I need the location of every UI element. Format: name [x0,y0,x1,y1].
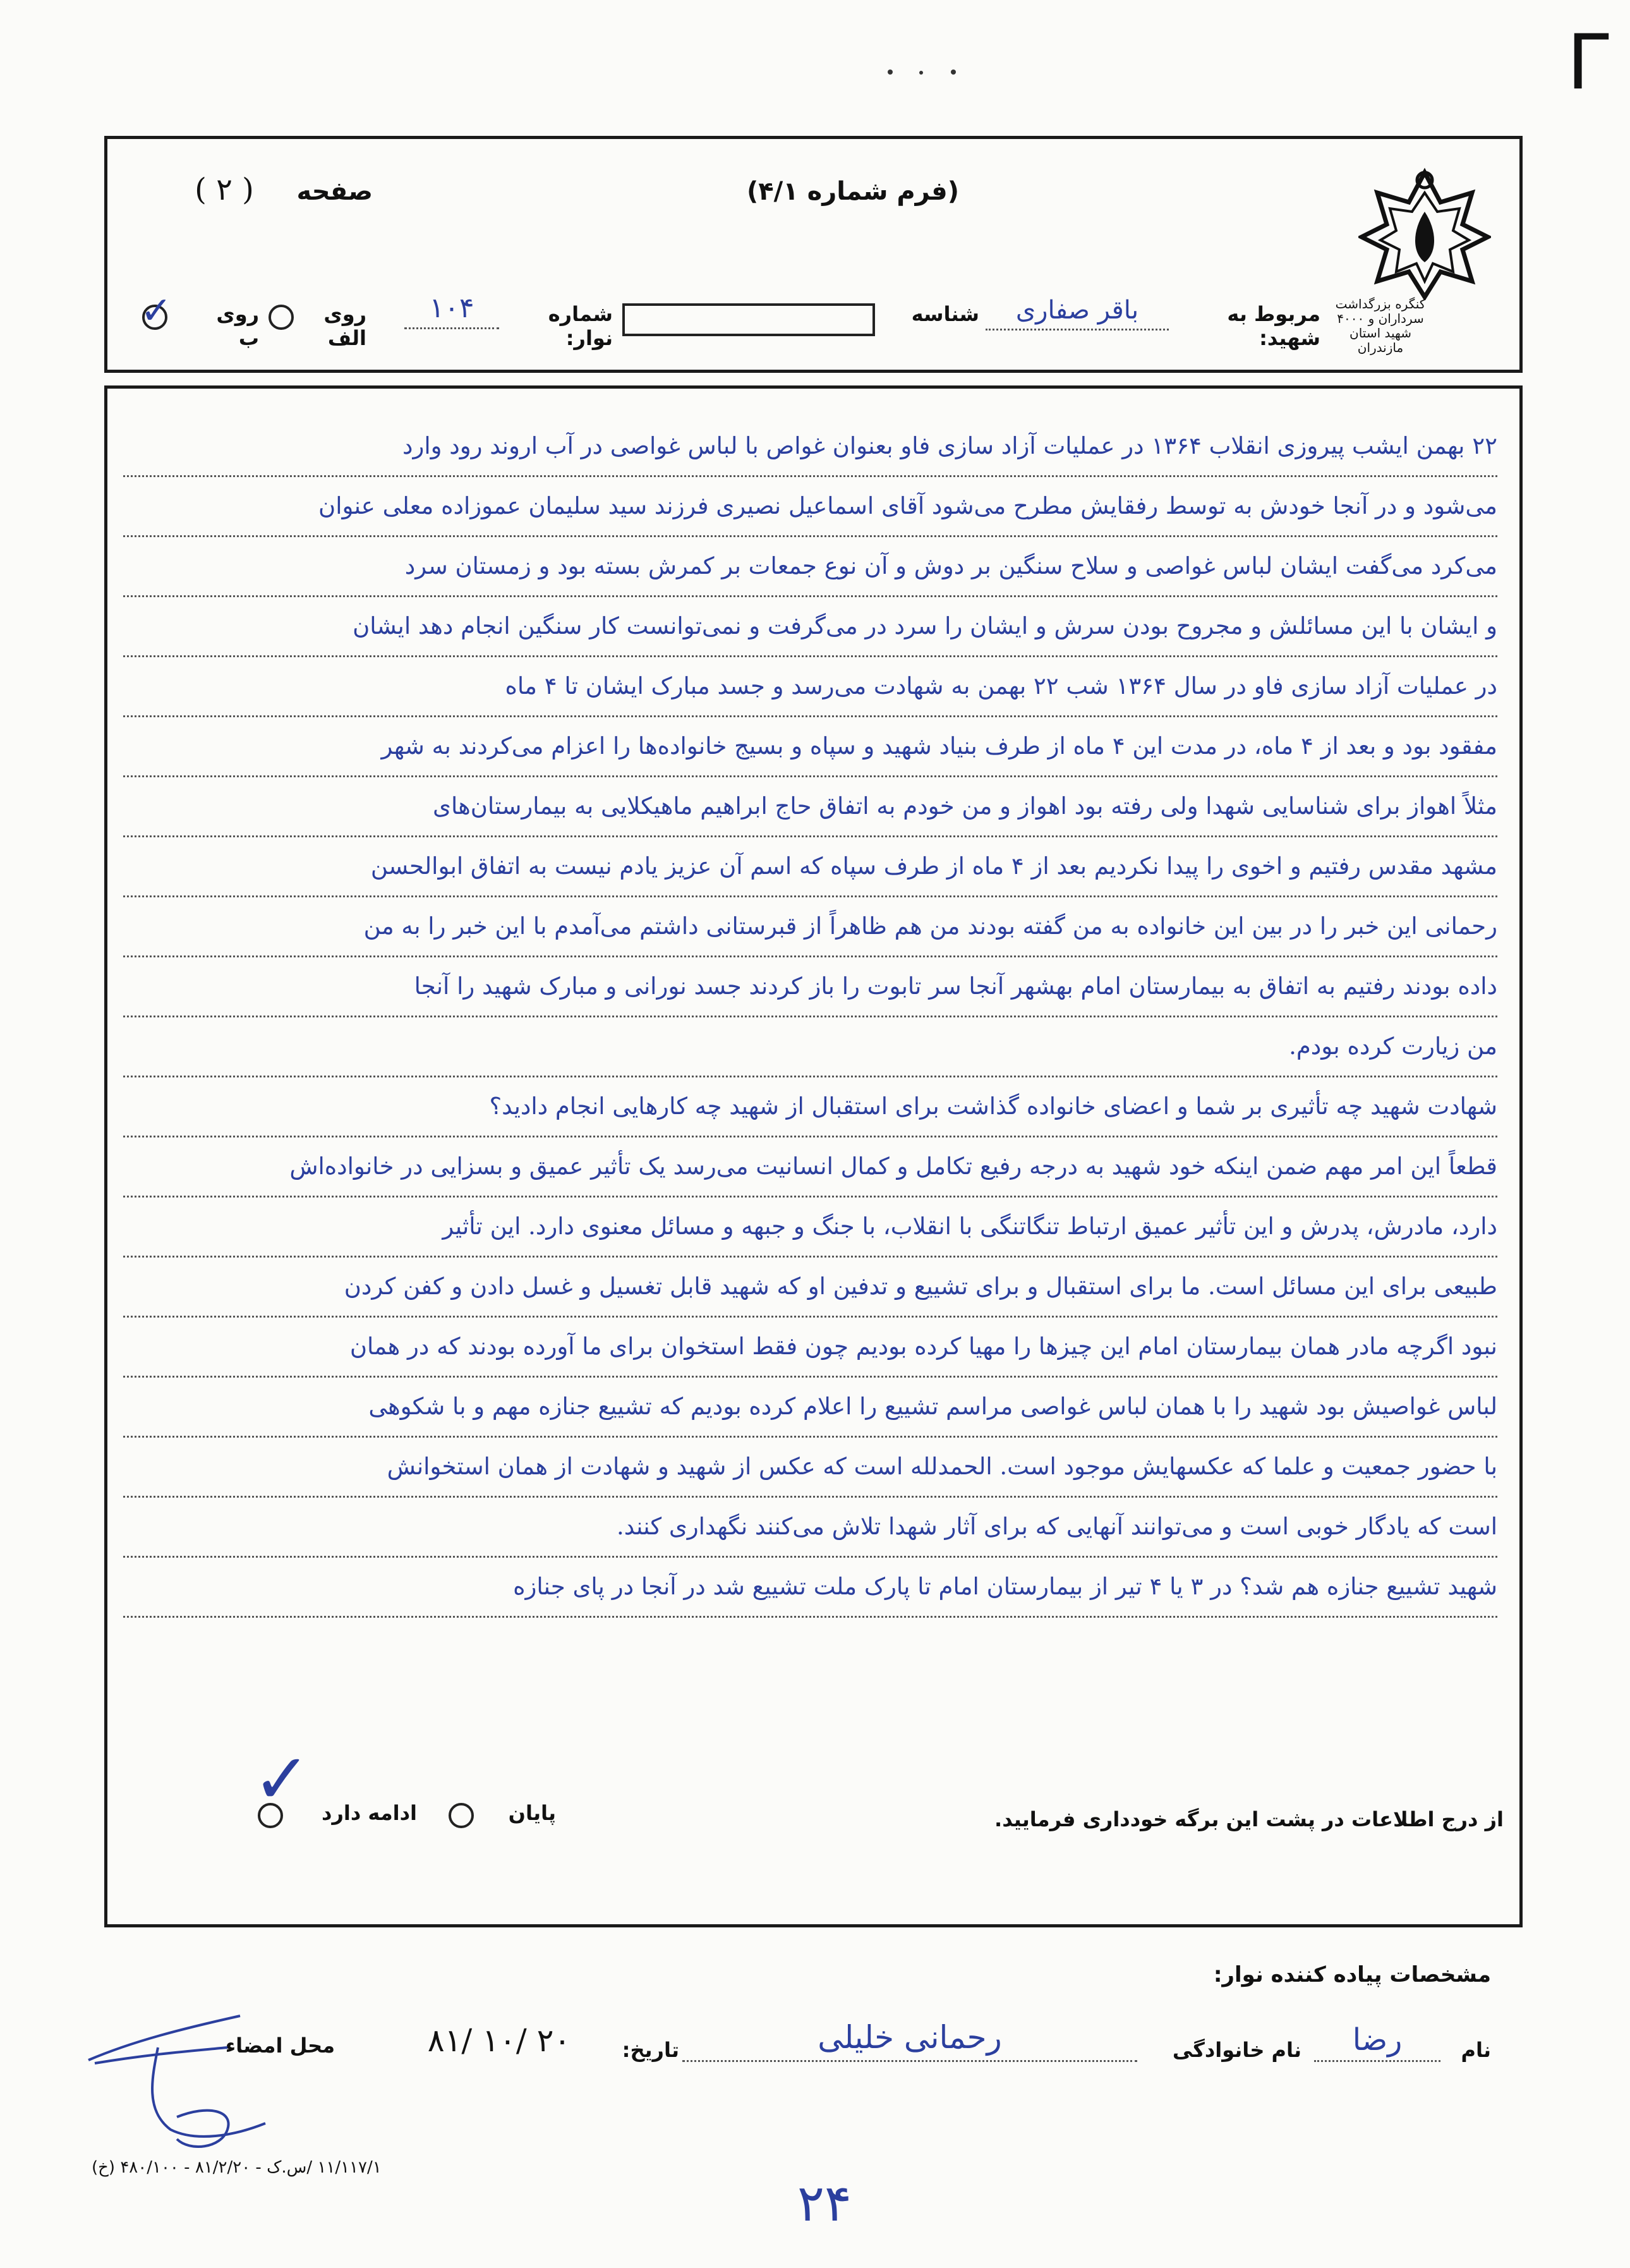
narrative-line: مشهد مقدس رفتیم و اخوی را پیدا نکردیم بعد از ۴ ماه از طرف سپاه که اسم آن عزیز یادم نیست به اتفاق ابوالحسن [123,837,1497,897]
end-radio[interactable] [449,1803,474,1828]
punch-dot [951,70,956,75]
narrative-line: در عملیات آزاد سازی فاو در سال ۱۳۶۴ شب ۲۲ بهمن به شهادت می‌رسد و جسد مبارک ایشان تا ۴ ماه [123,657,1497,717]
narrative-line: می‌کرد می‌گفت ایشان لباس غواصی و سلاح سنگین بر دوش و آن نوع جمعات بر کمرش بسته بود و زمستان سرد [123,537,1497,597]
checkmark-icon: ✓ [140,289,172,333]
side-b-label: روی ب [216,302,259,350]
end-label: پایان [508,1801,556,1825]
narrative-line: داده بودند رفتیم به اتفاق به بیمارستان امام بهشهر آنجا سر تابوت را باز کردند جسد نورانی و مبارک شهید را آنجا [123,957,1497,1017]
answer-line: لباس غواصیش بود شهید را با همان لباس غواصی مراسم تشییع را اعلام کرده بودیم که تشییع جنازه مهم و با شکوهی [123,1378,1497,1438]
form-code: ۱۱/۱۱۷/۱ /س.ک - ۸۱/۲/۲۰ - ۴۸۰/۱۰۰ (خ) [92,2158,382,2177]
signature-label: محل امضاء [225,2034,335,2058]
implementer-title: مشخصات پیاده کننده نوار: [1213,1962,1491,1987]
checkmark-icon: ✓ [253,1738,311,1819]
tape-label: شماره نوار: [548,302,613,350]
name-field[interactable]: رضا [1314,2022,1440,2062]
family-label: نام خانوادگی [1172,2038,1301,2062]
corner-mark: ᒥ [1567,19,1609,107]
id-label: شناسه [911,302,979,326]
continues-label: ادامه دارد [322,1801,417,1825]
answer-line: طبیعی برای این مسائل است. ما برای استقبال و برای تشییع و تدفین او که شهید قابل تغسیل و غسل دادن و کفن کردن [123,1258,1497,1318]
form-title: (فرم شماره ۴/۱) [746,177,960,206]
id-field[interactable] [622,303,875,336]
signature-scribble-icon [82,2003,284,2161]
punch-dot [919,71,923,75]
date-label: تاریخ: [622,2038,679,2062]
narrative-line: من زیارت کرده بودم. [123,1017,1497,1077]
answer-line: قطعاً این امر مهم ضمن اینکه خود شهید به درجه رفیع تکامل و کمال انسانیت می‌رسد یک تأثیر عمیق و بسزایی در خانواده‌اش [123,1137,1497,1198]
punch-dot [888,70,893,75]
back-page-notice: از درج اطلاعات در پشت این برگه خودداری فرمایید. [994,1807,1504,1831]
narrative-line: رحمانی این خبر را در بین این خانواده به من گفته بودند من هم ظاهراً از قبرستانی داشتم می‌آمدم با این خبر را به من [123,897,1497,957]
org-logo [1358,167,1491,300]
martyr-label: مربوط به شهید: [1227,302,1320,350]
narrative-line: مفقود بود و بعد از ۴ ماه، در مدت این ۴ ماه از طرف بنیاد شهید و سپاه و بسیج خانواده‌ها را اعزام می‌کردند به شهر [123,717,1497,777]
side-a-radio[interactable] [269,305,294,330]
narrative-line: مثلاً اهواز برای شناسایی شهدا ولی رفته بود اهواز و من خودم به اتفاق حاج ابراهیم ماهیکلایی به بیمارستان‌های [123,777,1497,837]
answer-line: است که یادگار خوبی است و می‌توانند آنهایی که برای آثار شهدا تلاش می‌کنند نگهداری کنند. [123,1498,1497,1558]
star-emblem-icon [1358,167,1491,300]
answer-line: دارد، مادرش، پدرش و این تأثیر عمیق ارتباط تنگاتنگی با انقلاب، با جنگ و جبهه و مسائل معنوی دارد. این تأثیر [123,1198,1497,1258]
date-field[interactable]: ۸۱/ ۱۰/ ۲۰ [427,2022,571,2059]
tape-number-field[interactable]: ۱۰۴ [404,292,499,329]
org-name: کنگره بزرگداشت سرداران و ۴۰۰۰ شهید استان مازندران [1335,296,1426,355]
martyr-name-field[interactable]: باقر صفاری [986,296,1169,330]
narrative-block [123,417,1497,1618]
signature [82,2003,284,2161]
narrative-line: ۲۲ بهمن ایشب پیروزی انقلاب ۱۳۶۴ در عملیات آزاد سازی فاو بعنوان غواص با لباس غواصی در آب اروند رود وارد [123,417,1497,477]
answer-line: با حضور جمعیت و علما که عکسهایش موجود است. الحمدلله است که عکس از شهید و شهادت از همان استخوانش [123,1438,1497,1498]
name-label: نام [1461,2038,1491,2062]
page-label: صفحه [296,177,373,206]
interview-question: شهادت شهید چه تأثیری بر شما و اعضای خانواده گذاشت برای استقبال از شهید چه کارهایی انجام دادید؟ [123,1077,1497,1137]
page-stamp: ۲۴ [797,2174,852,2233]
narrative-line: و ایشان با این مسائلش و مجروح بودن سرش و ایشان را سرد در می‌گرفت و نمی‌توانست کار سنگین انجام دهد ایشان [123,597,1497,657]
narrative-line: می‌شود و در آنجا خودش به توسط رفقایش مطرح می‌شود آقای اسماعیل نصیری فرزند سید سلیمان عموزاده معلی عنوان [123,477,1497,537]
answer-line: نبود اگرچه مادر همان بیمارستان امام این چیزها را مهیا کرده بودیم چون فقط استخوان برای ما آورده بودند که در همان [123,1318,1497,1378]
page-number: ( ۲ ) [195,172,254,207]
side-a-label: روی الف [323,302,366,350]
family-field[interactable]: رحمانی خلیلی [682,2019,1137,2062]
interview-question: شهید تشییع جنازه هم شد؟ در ۳ یا ۴ تیر از بیمارستان امام تا پارک ملت تشییع شد در آنجا در پای جنازه [123,1558,1497,1618]
